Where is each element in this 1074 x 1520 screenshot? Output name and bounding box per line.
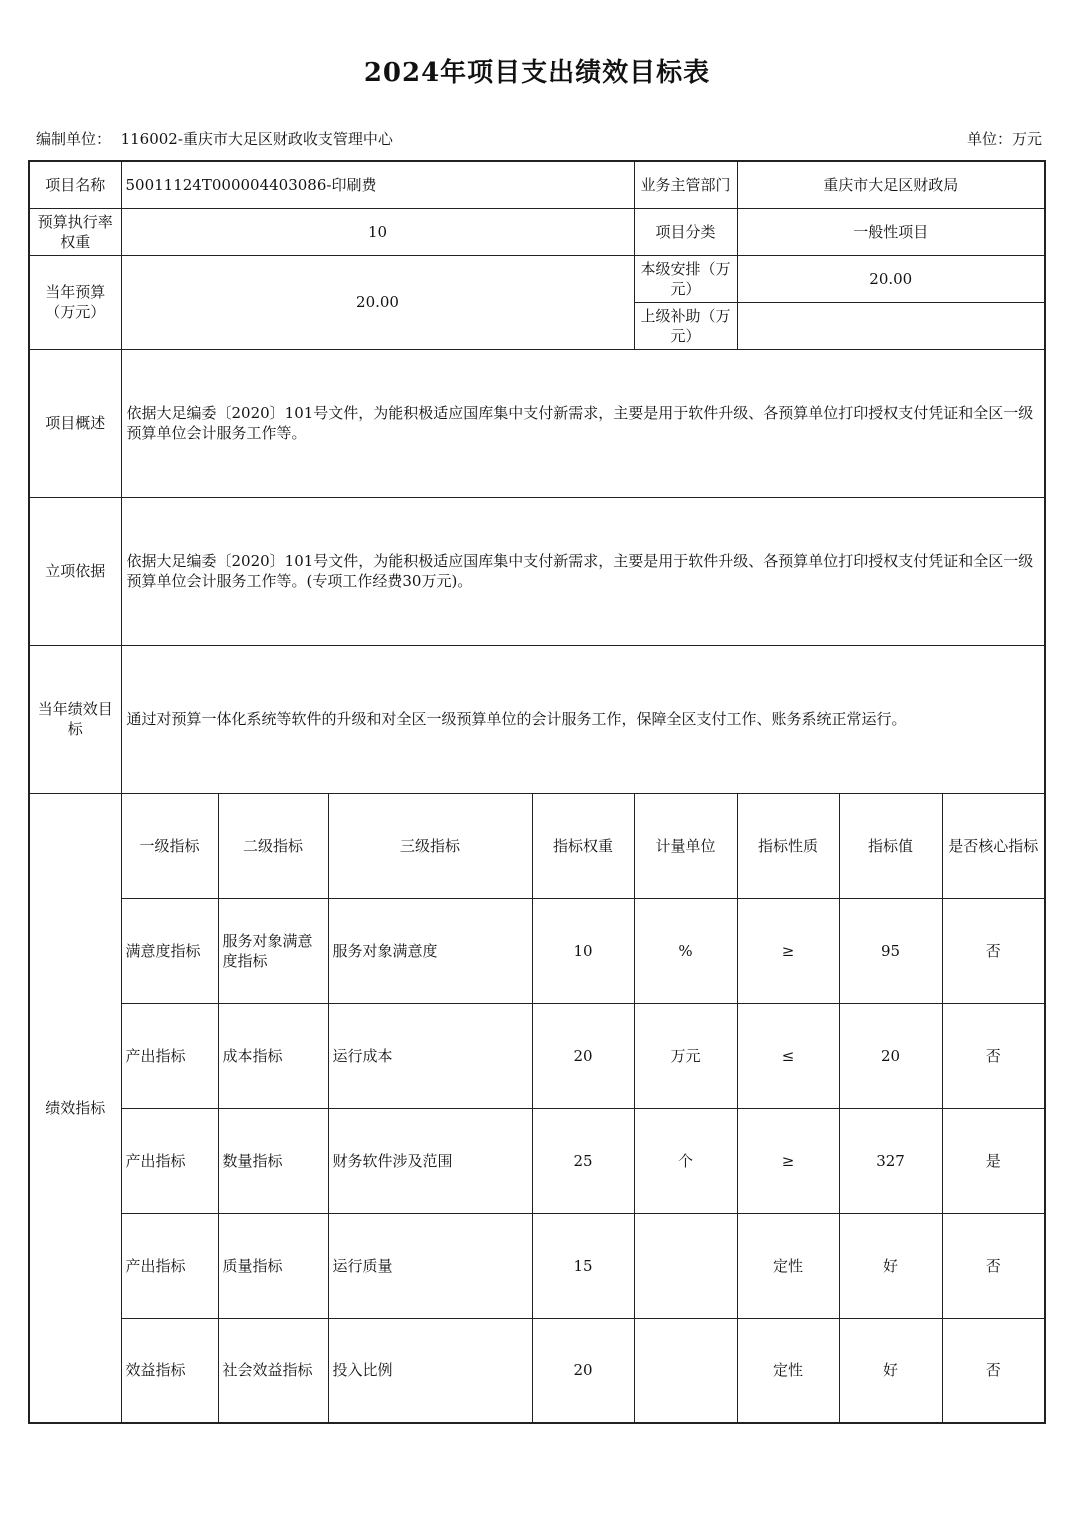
core-cell: 否 xyxy=(942,1003,1045,1108)
nature-cell: 定性 xyxy=(737,1213,839,1318)
level3-cell: 运行质量 xyxy=(328,1213,532,1318)
table-row xyxy=(29,1318,1045,1423)
level2-cell: 社会效益指标 xyxy=(218,1318,328,1423)
column-header: 是否核心指标 xyxy=(942,793,1045,898)
unit-cell xyxy=(634,1213,737,1318)
local-label: 本级安排（万元） xyxy=(634,255,737,302)
goal-text: 通过对预算一体化系统等软件的升级和对全区一级预算单位的会计服务工作，保障全区支付工作、账务系统正常运行。 xyxy=(121,645,1045,793)
nature-cell: ≥ xyxy=(737,898,839,1003)
core-cell: 否 xyxy=(942,1318,1045,1423)
weight-label: 预算执行率权重 xyxy=(29,208,121,255)
project-name-label: 项目名称 xyxy=(29,161,121,208)
column-header: 指标性质 xyxy=(737,793,839,898)
basis-text: 依据大足编委〔2020〕101号文件，为能积极适应国库集中支付新需求，主要是用于软件升级、各预算单位打印授权支付凭证和全区一级预算单位会计服务工作等。(专项工作经费30万元)。 xyxy=(121,497,1045,645)
level3-cell: 运行成本 xyxy=(328,1003,532,1108)
nature-cell: ≤ xyxy=(737,1003,839,1108)
table-row xyxy=(29,1108,1045,1213)
core-cell: 否 xyxy=(942,1213,1045,1318)
upper-label: 上级补助（万元） xyxy=(634,302,737,349)
table-row xyxy=(29,1213,1045,1318)
column-header: 二级指标 xyxy=(218,793,328,898)
column-header: 一级指标 xyxy=(121,793,218,898)
level1-cell: 产出指标 xyxy=(121,1213,218,1318)
unit-cell: 万元 xyxy=(634,1003,737,1108)
table-row xyxy=(29,1003,1045,1108)
category-value: 一般性项目 xyxy=(737,208,1045,255)
goal-label: 当年绩效目标 xyxy=(29,645,121,793)
level1-cell: 产出指标 xyxy=(121,1003,218,1108)
weight-cell: 20 xyxy=(532,1318,634,1423)
unit-cell: % xyxy=(634,898,737,1003)
compiling-unit-label: 编制单位： xyxy=(36,130,112,148)
indicator-header-row xyxy=(29,793,1045,898)
weight-cell: 25 xyxy=(532,1108,634,1213)
value-cell: 好 xyxy=(839,1213,942,1318)
value-cell: 327 xyxy=(839,1108,942,1213)
unit-cell: 个 xyxy=(634,1108,737,1213)
column-header: 指标值 xyxy=(839,793,942,898)
level2-cell: 服务对象满意度指标 xyxy=(218,898,328,1003)
weight-value: 10 xyxy=(121,208,634,255)
level2-cell: 成本指标 xyxy=(218,1003,328,1108)
local-value: 20.00 xyxy=(737,255,1045,302)
compiling-unit xyxy=(36,128,393,149)
table-row xyxy=(29,898,1045,1003)
category-label: 项目分类 xyxy=(634,208,737,255)
value-cell: 20 xyxy=(839,1003,942,1108)
overview-text: 依据大足编委〔2020〕101号文件，为能积极适应国库集中支付新需求，主要是用于软件升级、各预算单位打印授权支付凭证和全区一级预算单位会计服务工作等。 xyxy=(121,349,1045,497)
level3-cell: 投入比例 xyxy=(328,1318,532,1423)
dept-label: 业务主管部门 xyxy=(634,161,737,208)
level3-cell: 服务对象满意度 xyxy=(328,898,532,1003)
level1-cell: 满意度指标 xyxy=(121,898,218,1003)
indicators-section-label: 绩效指标 xyxy=(29,793,121,1423)
weight-cell: 10 xyxy=(532,898,634,1003)
level1-cell: 效益指标 xyxy=(121,1318,218,1423)
page-title: 2024年项目支出绩效目标表 xyxy=(363,58,711,88)
dept-value: 重庆市大足区财政局 xyxy=(737,161,1045,208)
overview-label: 项目概述 xyxy=(29,349,121,497)
weight-cell: 20 xyxy=(532,1003,634,1108)
weight-cell: 15 xyxy=(532,1213,634,1318)
core-cell: 是 xyxy=(942,1108,1045,1213)
unit-cell xyxy=(634,1318,737,1423)
core-cell: 否 xyxy=(942,898,1045,1003)
budget-label: 当年预算（万元） xyxy=(29,255,121,349)
compiling-unit-value: 116002-重庆市大足区财政收支管理中心 xyxy=(120,130,393,148)
value-cell: 好 xyxy=(839,1318,942,1423)
level2-cell: 数量指标 xyxy=(218,1108,328,1213)
level1-cell: 产出指标 xyxy=(121,1108,218,1213)
value-cell: 95 xyxy=(839,898,942,1003)
performance-table xyxy=(28,160,1046,1424)
basis-label: 立项依据 xyxy=(29,497,121,645)
project-name-value: 50011124T000004403086-印刷费 xyxy=(121,161,634,208)
level3-cell: 财务软件涉及范围 xyxy=(328,1108,532,1213)
currency-unit: 单位：万元 xyxy=(966,130,1042,148)
level2-cell: 质量指标 xyxy=(218,1213,328,1318)
nature-cell: ≥ xyxy=(737,1108,839,1213)
budget-value: 20.00 xyxy=(121,255,634,349)
upper-value xyxy=(737,302,1045,349)
nature-cell: 定性 xyxy=(737,1318,839,1423)
column-header: 三级指标 xyxy=(328,793,532,898)
column-header: 指标权重 xyxy=(532,793,634,898)
column-header: 计量单位 xyxy=(634,793,737,898)
